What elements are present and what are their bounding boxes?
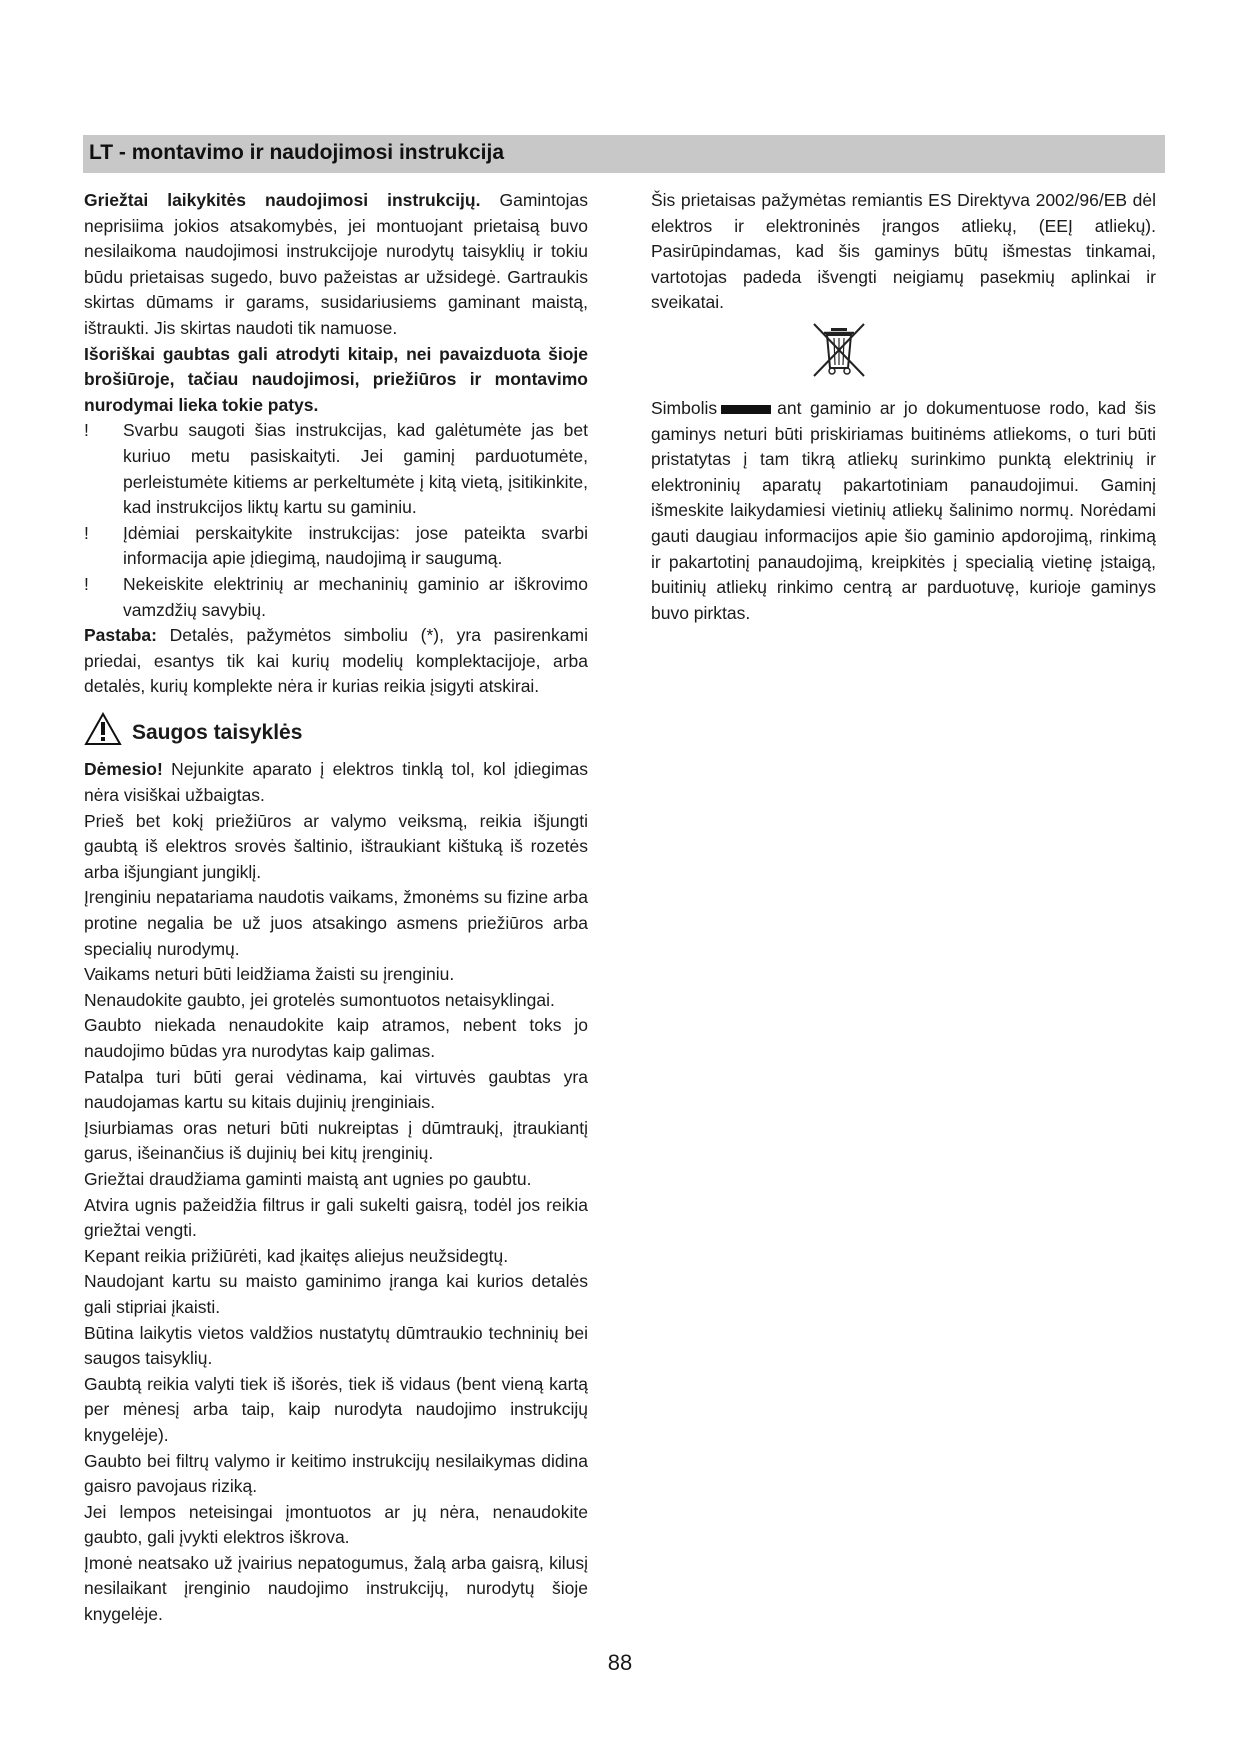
exterior-note: Išoriškai gaubtas gali atrodyti kitaip, nei pavaizduota šioje brošiūroje, tačiau naudojimosi, priežiūros ir montavimo nurodymai lieka tokie patys. [84, 343, 588, 415]
safety-rule: Jei lempos neteisingai įmontuotos ar jų nėra, nenaudokite gaubto, gali įvykti elektros iškrova. [84, 1501, 588, 1548]
symbol-paragraph [651, 396, 1156, 626]
warning-triangle-icon [84, 712, 122, 754]
safety-rule: Nenaudokite gaubto, jei grotelės sumontuotos netaisyklingai. [84, 989, 555, 1010]
safety-title: Saugos taisyklės [132, 720, 303, 744]
warning-item [84, 418, 588, 520]
warning-item [84, 521, 588, 572]
safety-rule: Įrenginiu nepatariama naudotis vaikams, žmonėms su fizine arba protine negalia be už juos atsakingo asmens priežiūros arba specialių nurodymų. [84, 887, 588, 959]
warning-item [84, 572, 588, 623]
black-bar-symbol [721, 405, 771, 414]
warning-text: Įdėmiai perskaitykite instrukcijas: jose pateikta svarbi informacija apie įdiegimą, naudojimą ir saugumą. [123, 522, 588, 569]
section-title: LT - montavimo ir naudojimosi instrukcija [89, 141, 504, 164]
intro-text: Gamintojas neprisiima jokios atsakomybės, jei montuojant prietaisą buvo nesilaikoma naudojimosi instrukcijoje nurodytų taisyklių ir tokiu būdu prietaisas sugedo, buvo pažeistas ar užsidegė. Gartraukis skirtas dūmams ir garams, susidariusiems gaminant maistą, ištraukti. Jis skirtas naudoti tik namuose. [84, 190, 588, 338]
page-number: 88 [607, 1650, 633, 1675]
note-paragraph [84, 623, 588, 700]
warning-text: Svarbu saugoti šias instrukcijas, kad galėtumėte jas bet kuriuo metu pasiskaityti. Jei gaminį parduotumėte, perleistumėte kitiems ar perkeltumėte į kitą vietą, įsitikinkite, kad instrukcijos liktų kartu su gaminiu. [123, 420, 588, 518]
symbol-prefix: Simbolis [651, 397, 718, 418]
safety-rule: Įmonė neatsako už įvairius nepatogumus, žalą arba gaisrą, kilusį nesilaikant įrenginio naudojimo instrukcijų, nurodytų šioje knygelėje. [84, 1552, 588, 1625]
safety-rule: Atvira ugnis pažeidžia filtrus ir gali sukelti gaisrą, todėl jos reikia griežtai vengti. [84, 1194, 588, 1241]
intro-bold: Griežtai laikykitės naudojimosi instrukcijų. [84, 190, 481, 210]
safety-rule: Prieš bet kokį priežiūros ar valymo veiksmą, reikia išjungti gaubtą iš elektros srovės šaltinio, ištraukiant kištuką iš rozetės arba išjungiant jungiklį. [84, 810, 588, 882]
safety-heading [84, 712, 588, 754]
section-header-bar [83, 135, 1165, 173]
warning-mark: ! [84, 573, 89, 594]
safety-rule: Gaubtą reikia valyti tiek iš išorės, tiek iš vidaus (bent vieną kartą per mėnesį arba taip, kaip nurodyta naudojimo instrukcijų knygelėje). [84, 1373, 588, 1445]
safety-rule: Patalpa turi būti gerai vėdinama, kai virtuvės gaubtas yra naudojamas kartu su kitais dujinių įrenginiais. [84, 1066, 588, 1113]
safety-rule: Gaubto bei filtrų valymo ir keitimo instrukcijų nesilaikymas didina gaisro pavojaus riziką. [84, 1450, 588, 1497]
intro-paragraph [84, 188, 588, 342]
safety-rule: Įsiurbiamas oras neturi būti nukreiptas į dūmtraukį, įtraukiantį garus, išeinančius iš dujinių bei kitų įrenginių. [84, 1117, 588, 1164]
warning-mark: ! [84, 522, 89, 543]
note-text: Detalės, pažymėtos simboliu (*), yra pasirenkami priedai, esantys tik kai kurių modelių komplektacijoje, arba detalės, kurių komplekte nėra ir kurias reikia įsigyti atskirai. [84, 625, 588, 697]
safety-rule: Griežtai draudžiama gaminti maistą ant ugnies po gaubtu. [84, 1168, 532, 1189]
weee-paragraph: Šis prietaisas pažymėtas remiantis ES Direktyva 2002/96/EB dėl elektros ir elektroninės įrangos atliekų, (EEĮ atliekų). Pasirūpindamas, kad šis gaminys būtų išmestas tinkamai, vartotojas padeda išvengti neigiamų pasekmių aplinkai ir sveikatai. [651, 190, 1156, 313]
attention-label: Dėmesio! [84, 759, 163, 780]
attention-paragraph [84, 757, 588, 808]
weee-symbol [651, 320, 1156, 382]
warning-text: Nekeiskite elektrinių ar mechaninių gaminio ar iškrovimo vamzdžių savybių. [123, 573, 588, 620]
warning-mark: ! [84, 420, 89, 441]
attention-text: Nejunkite aparato į elektros tinklą tol, kol įdiegimas nėra visiškai užbaigtas. [84, 759, 588, 806]
left-column [84, 188, 588, 1628]
safety-rule: Vaikams neturi būti leidžiama žaisti su įrenginiu. [84, 964, 455, 985]
note-label: Pastaba: [84, 625, 157, 646]
safety-rule: Naudojant kartu su maisto gaminimo įranga kai kurios detalės gali stipriai įkaisti. [84, 1271, 588, 1317]
right-column [651, 188, 1156, 626]
safety-rule: Būtina laikytis vietos valdžios nustatytų dūmtraukio techninių bei saugos taisyklių. [84, 1322, 588, 1369]
safety-rule: Kepant reikia prižiūrėti, kad įkaitęs aliejus neužsidegtų. [84, 1245, 509, 1266]
safety-rule: Gaubto niekada nenaudokite kaip atramos, nebent toks jo naudojimo būdas yra nurodytas kaip galimas. [84, 1015, 588, 1061]
symbol-text: ant gaminio ar jo dokumentuose rodo, kad šis gaminys neturi būti priskiriamas buitinėms atliekoms, o turi būti pristatytas į tam tikrą atliekų surinkimo punktą elektrinių ir elektroninių aparatų pakartotiniam panaudojimui. Gaminį išmeskite laikydamiesi vietinių atliekų šalinimo normų. Norėdami gauti daugiau informacijos apie šio gaminio apdorojimą, rinkimą ir pakartotinį panaudojimą, kreipkitės į specialią vietinę įstaigą, buitinių atliekų rinkimo centrą ar parduotuvę, kurioje gaminys buvo pirktas. [651, 397, 1156, 623]
